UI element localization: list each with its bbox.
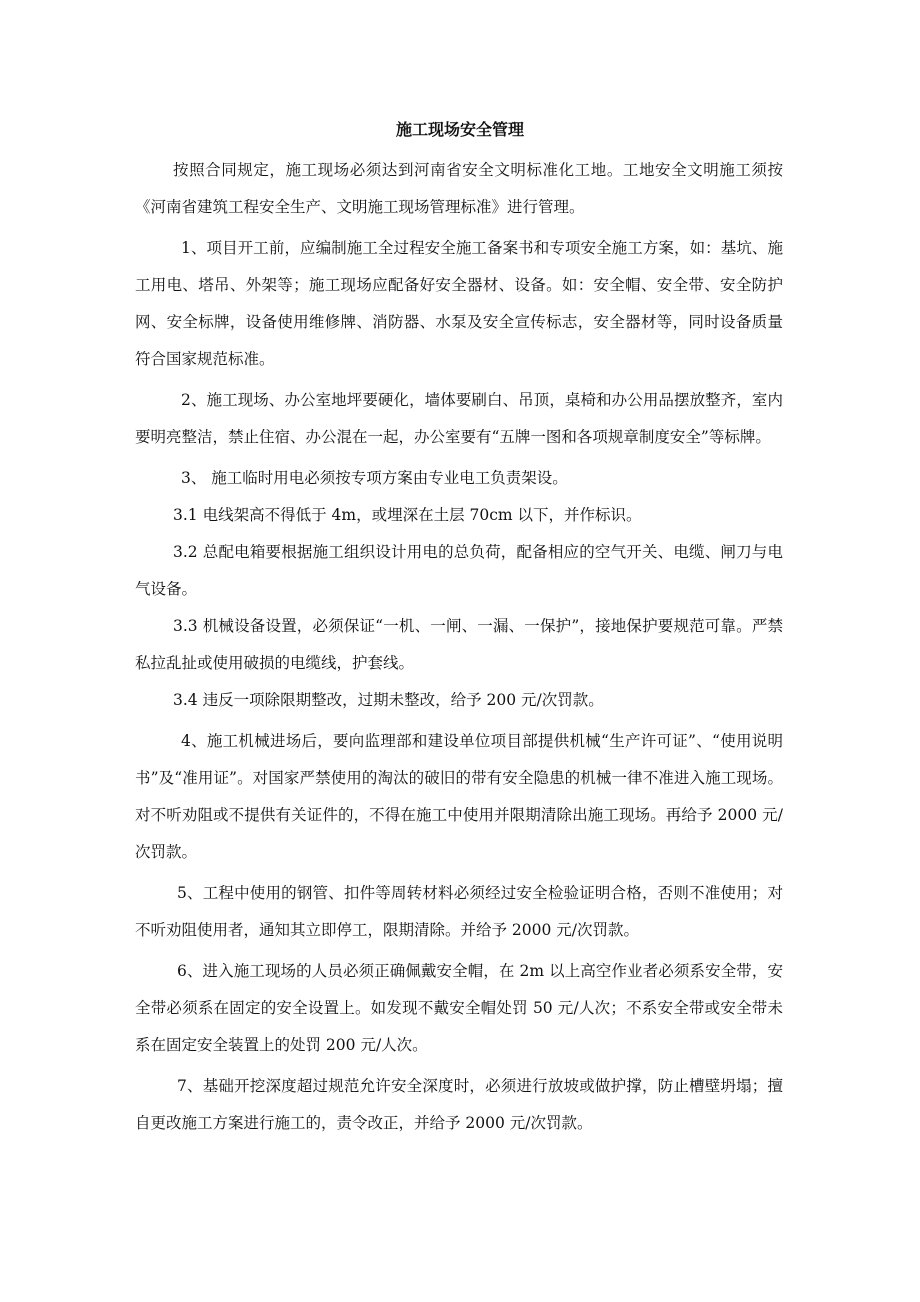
paragraph-item-4: 4、施工机械进场后，要向监理部和建设单位项目部提供机械“生产许可证”、“使用说明书”及“准用证”。对国家严禁使用的淘汰的破旧的带有安全隐患的机械一律不准进入施工现场。对不听劝阻或不提供有关证件的，不得在施工中使用并限期清除出施工现场。再给予 2000 元/次罚款。 (135, 732, 783, 861)
paragraph-item-6: 6、进入施工现场的人员必须正确佩戴安全帽，在 2m 以上高空作业者必须系安全带，安全带必须系在固定的安全设置上。如发现不戴安全帽处罚 50 元/人次；不系安全带或安全带未系在固定安全装置上的处罚 200 元/人次。 (135, 962, 783, 1054)
paragraph-intro: 按照合同规定，施工现场必须达到河南省安全文明标准化工地。工地安全文明施工须按《河南省建筑工程安全生产、文明施工现场管理标准》进行管理。 (135, 161, 783, 216)
document-title: 施工现场安全管理 (395, 120, 524, 139)
paragraph-item-3-4: 3.4 违反一项除限期整改，过期未整改，给予 200 元/次罚款。 (173, 691, 604, 709)
paragraph-item-1: 1、项目开工前，应编制施工全过程安全施工备案书和专项安全施工方案，如：基坑、施工用电、塔吊、外架等；施工现场应配备好安全器材、设备。如：安全帽、安全带、安全防护网、安全标牌，设备使用维修牌、消防器、水泵及安全宣传标志，安全器材等，同时设备质量符合国家规范标准。 (135, 239, 783, 368)
paragraph-item-3-1: 3.1 电线架高不得低于 4m，或埋深在土层 70cm 以下，并作标识。 (173, 506, 642, 524)
paragraph-item-3-3: 3.3 机械设备设置，必须保证“一机、一闸、一漏、一保护”，接地保护要规范可靠。严禁私拉乱扯或使用破损的电缆线，护套线。 (135, 617, 783, 672)
paragraph-item-3: 3、 施工临时用电必须按专项方案由专业电工负责架设。 (181, 469, 568, 487)
paragraph-item-7: 7、基础开挖深度超过规范允许安全深度时，必须进行放坡或做护撑，防止槽壁坍塌；擅自更改施工方案进行施工的，责令改正，并给予 2000 元/次罚款。 (135, 1077, 783, 1132)
paragraph-item-5: 5、工程中使用的钢管、扣件等周转材料必须经过安全检验证明合格，否则不准使用；对不听劝阻使用者，通知其立即停工，限期清除。并给予 2000 元/次罚款。 (135, 884, 783, 939)
paragraph-item-3-2: 3.2 总配电箱要根据施工组织设计用电的总负荷，配备相应的空气开关、电缆、闸刀与电气设备。 (135, 543, 783, 598)
document-body (135, 152, 783, 1142)
paragraph-item-2: 2、施工现场、办公室地坪要硬化，墙体要刷白、吊顶，桌椅和办公用品摆放整齐，室内要明亮整洁，禁止住宿、办公混在一起，办公室要有“五牌一图和各项规章制度安全”等标牌。 (135, 391, 783, 446)
